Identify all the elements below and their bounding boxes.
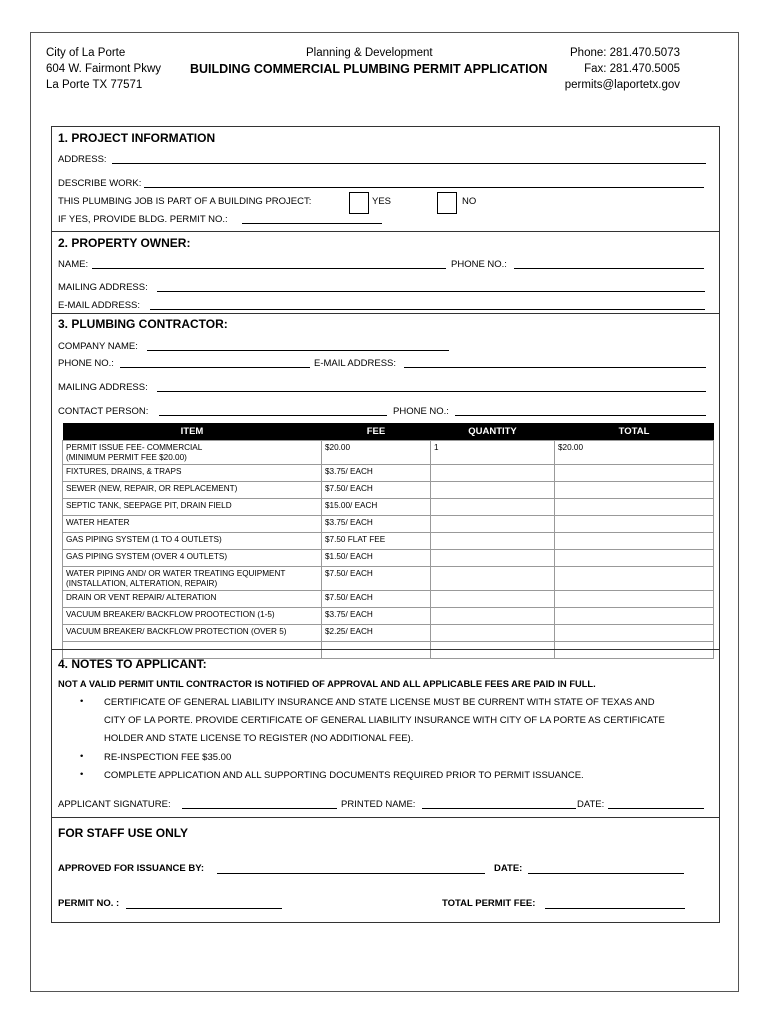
note1-line3: HOLDER AND STATE LICENSE TO REGISTER (NO ADDITIONAL FEE). xyxy=(104,733,414,744)
describe-work-field[interactable] xyxy=(144,187,704,188)
application-form xyxy=(51,126,720,923)
item-cell: DRAIN OR VENT REPAIR/ ALTERATION xyxy=(63,591,322,608)
section3-title: 3. PLUMBING CONTRACTOR: xyxy=(58,317,228,331)
printed-name-label: PRINTED NAME: xyxy=(341,799,416,810)
quantity-cell[interactable] xyxy=(431,533,555,550)
note2: RE-INSPECTION FEE $35.00 xyxy=(104,752,232,763)
no-label: NO xyxy=(462,196,477,207)
fee-table-row xyxy=(63,642,714,659)
owner-mailing-field[interactable] xyxy=(157,291,705,292)
total-cell[interactable] xyxy=(555,567,714,591)
total-cell[interactable] xyxy=(555,550,714,567)
fee-table-row xyxy=(63,499,714,516)
note1-line1: CERTIFICATE OF GENERAL LIABILITY INSURANCE AND STATE LICENSE MUST BE CURRENT WITH STATE OF TEXAS AND xyxy=(104,697,655,708)
fee-cell: $7.50/ EACH xyxy=(322,482,431,499)
building-project-label: THIS PLUMBING JOB IS PART OF A BUILDING PROJECT: xyxy=(58,196,312,207)
section2-title: 2. PROPERTY OWNER: xyxy=(58,236,191,250)
email-link[interactable]: permits@laportetx.gov xyxy=(564,79,680,91)
fee-table-row xyxy=(63,465,714,482)
quantity-cell[interactable] xyxy=(431,591,555,608)
describe-work-label: DESCRIBE WORK: xyxy=(58,178,142,189)
total-cell[interactable] xyxy=(555,591,714,608)
section4-title: 4. NOTES TO APPLICANT: xyxy=(58,657,207,671)
fee-table-body xyxy=(63,441,714,659)
item-cell: GAS PIPING SYSTEM (OVER 4 OUTLETS) xyxy=(63,550,322,567)
phone: Phone: 281.470.5073 xyxy=(570,47,680,59)
total-cell[interactable] xyxy=(555,625,714,642)
total-column-header: TOTAL xyxy=(555,423,714,441)
fee-table-row xyxy=(63,441,714,465)
staff-title: FOR STAFF USE ONLY xyxy=(58,826,189,840)
fee-cell: $3.75/ EACH xyxy=(322,465,431,482)
item-cell: VACUUM BREAKER/ BACKFLOW PROOTECTION (1-5) xyxy=(63,608,322,625)
fee-cell: $1.50/ EACH xyxy=(322,550,431,567)
validity-warning: NOT A VALID PERMIT UNTIL CONTRACTOR IS NOTIFIED OF APPROVAL AND ALL APPLICABLE FEES ARE PAID IN FULL. xyxy=(58,679,596,689)
department: Planning & Development xyxy=(306,47,433,59)
owner-name-field[interactable] xyxy=(92,268,446,269)
fee-cell: $7.50/ EACH xyxy=(322,591,431,608)
total-cell[interactable] xyxy=(555,482,714,499)
printed-name-field[interactable] xyxy=(422,808,576,809)
contact-phone-field[interactable] xyxy=(455,415,706,416)
quantity-cell[interactable] xyxy=(431,499,555,516)
signature-field[interactable] xyxy=(182,808,337,809)
org-line1: City of La Porte xyxy=(46,47,126,59)
fee-table-row xyxy=(63,482,714,499)
signature-label: APPLICANT SIGNATURE: xyxy=(58,799,171,810)
fee-column-header: FEE xyxy=(322,423,431,441)
total-cell[interactable] xyxy=(555,533,714,550)
owner-name-label: NAME: xyxy=(58,259,89,270)
bullet-icon: • xyxy=(80,751,84,762)
quantity-cell[interactable] xyxy=(431,642,555,659)
quantity-cell[interactable] xyxy=(431,516,555,533)
contractor-phone-field[interactable] xyxy=(120,367,310,368)
sign-date-label: DATE: xyxy=(577,799,605,810)
sign-date-field[interactable] xyxy=(608,808,704,809)
item-cell: PERMIT ISSUE FEE- COMMERCIAL (MINIMUM PERMIT FEE $20.00) xyxy=(63,441,322,465)
page-title: BUILDING COMMERCIAL PLUMBING PERMIT APPLICATION xyxy=(190,62,548,76)
item-cell: SEPTIC TANK, SEEPAGE PIT, DRAIN FIELD xyxy=(63,499,322,516)
total-cell[interactable] xyxy=(555,516,714,533)
contact-person-field[interactable] xyxy=(159,415,387,416)
approved-by-label: APPROVED FOR ISSUANCE BY: xyxy=(58,863,205,874)
permit-no-field[interactable] xyxy=(126,908,282,909)
section1-title: 1. PROJECT INFORMATION xyxy=(58,131,216,145)
yes-label: YES xyxy=(372,196,392,207)
contractor-mailing-field[interactable] xyxy=(157,391,706,392)
yes-checkbox[interactable] xyxy=(349,192,369,214)
total-fee-field[interactable] xyxy=(545,908,685,909)
contractor-email-label: E-MAIL ADDRESS: xyxy=(314,358,397,369)
quantity-cell[interactable]: 1 xyxy=(431,441,555,465)
fee-cell: $7.50 FLAT FEE xyxy=(322,533,431,550)
total-fee-label: TOTAL PERMIT FEE: xyxy=(442,898,536,909)
fee-table-row xyxy=(63,550,714,567)
owner-phone-field[interactable] xyxy=(514,268,704,269)
total-cell[interactable] xyxy=(555,608,714,625)
contractor-mailing-label: MAILING ADDRESS: xyxy=(58,382,148,393)
total-cell[interactable] xyxy=(555,642,714,659)
quantity-cell[interactable] xyxy=(431,625,555,642)
org-line2: 604 W. Fairmont Pkwy xyxy=(46,63,162,75)
company-name-field[interactable] xyxy=(147,350,449,351)
total-cell[interactable] xyxy=(555,465,714,482)
staff-date-label: DATE: xyxy=(494,863,523,874)
fee-cell xyxy=(322,642,431,659)
fax: Fax: 281.470.5005 xyxy=(584,63,680,75)
item-cell: GAS PIPING SYSTEM (1 TO 4 OUTLETS) xyxy=(63,533,322,550)
fee-cell: $3.75/ EACH xyxy=(322,608,431,625)
owner-mailing-label: MAILING ADDRESS: xyxy=(58,282,148,293)
contractor-email-field[interactable] xyxy=(404,367,706,368)
item-column-header: ITEM xyxy=(63,423,322,441)
fee-table-row xyxy=(63,516,714,533)
fee-table-row xyxy=(63,625,714,642)
quantity-cell[interactable] xyxy=(431,550,555,567)
fee-table-header xyxy=(63,423,714,441)
contact-phone-label: PHONE NO.: xyxy=(393,406,449,417)
divider xyxy=(52,649,719,650)
contractor-phone-label: PHONE NO.: xyxy=(58,358,114,369)
total-cell[interactable] xyxy=(555,499,714,516)
bullet-icon: • xyxy=(80,696,84,707)
address-label: ADDRESS: xyxy=(58,154,107,165)
fee-table-row xyxy=(63,591,714,608)
item-cell: VACUUM BREAKER/ BACKFLOW PROTECTION (OVER 5) xyxy=(63,625,322,642)
no-checkbox[interactable] xyxy=(437,192,457,214)
quantity-cell[interactable] xyxy=(431,567,555,591)
fee-cell: $3.75/ EACH xyxy=(322,516,431,533)
owner-phone-label: PHONE NO.: xyxy=(451,259,507,270)
owner-email-label: E-MAIL ADDRESS: xyxy=(58,300,141,311)
note3: COMPLETE APPLICATION AND ALL SUPPORTING DOCUMENTS REQUIRED PRIOR TO PERMIT ISSUANCE. xyxy=(104,770,584,781)
fee-cell: $15.00/ EACH xyxy=(322,499,431,516)
item-cell xyxy=(63,642,322,659)
item-cell: WATER PIPING AND/ OR WATER TREATING EQUIPMENT (INSTALLATION, ALTERATION, REPAIR) xyxy=(63,567,322,591)
quantity-cell[interactable] xyxy=(431,608,555,625)
staff-date-field[interactable] xyxy=(528,873,684,874)
fee-table-row xyxy=(63,608,714,625)
fee-cell: $20.00 xyxy=(322,441,431,465)
item-cell: SEWER (NEW, REPAIR, OR REPLACEMENT) xyxy=(63,482,322,499)
address-field[interactable] xyxy=(112,163,706,164)
item-cell: FIXTURES, DRAINS, & TRAPS xyxy=(63,465,322,482)
total-cell[interactable]: $20.00 xyxy=(555,441,714,465)
fee-table-row xyxy=(63,533,714,550)
owner-email-field[interactable] xyxy=(150,309,705,310)
permit-no-label: PERMIT NO. : xyxy=(58,898,120,909)
divider xyxy=(52,817,719,818)
fee-cell: $2.25/ EACH xyxy=(322,625,431,642)
quantity-cell[interactable] xyxy=(431,482,555,499)
quantity-cell[interactable] xyxy=(431,465,555,482)
org-line3: La Porte TX 77571 xyxy=(46,79,143,91)
bullet-icon: • xyxy=(80,769,84,780)
fee-table xyxy=(62,423,714,659)
bldg-permit-field[interactable] xyxy=(242,223,382,224)
divider xyxy=(52,313,719,314)
divider xyxy=(52,231,719,232)
quantity-column-header: QUANTITY xyxy=(431,423,555,441)
company-name-label: COMPANY NAME: xyxy=(58,341,138,352)
fee-table-row xyxy=(63,567,714,591)
approved-by-field[interactable] xyxy=(217,873,485,874)
contact-person-label: CONTACT PERSON: xyxy=(58,406,149,417)
bldg-permit-label: IF YES, PROVIDE BLDG. PERMIT NO.: xyxy=(58,214,228,225)
item-cell: WATER HEATER xyxy=(63,516,322,533)
fee-cell: $7.50/ EACH xyxy=(322,567,431,591)
note1-line2: CITY OF LA PORTE. PROVIDE CERTIFICATE OF GENERAL LIABILITY INSURANCE WITH CITY OF LA PORTE AS CERTIFICATE xyxy=(104,715,665,726)
